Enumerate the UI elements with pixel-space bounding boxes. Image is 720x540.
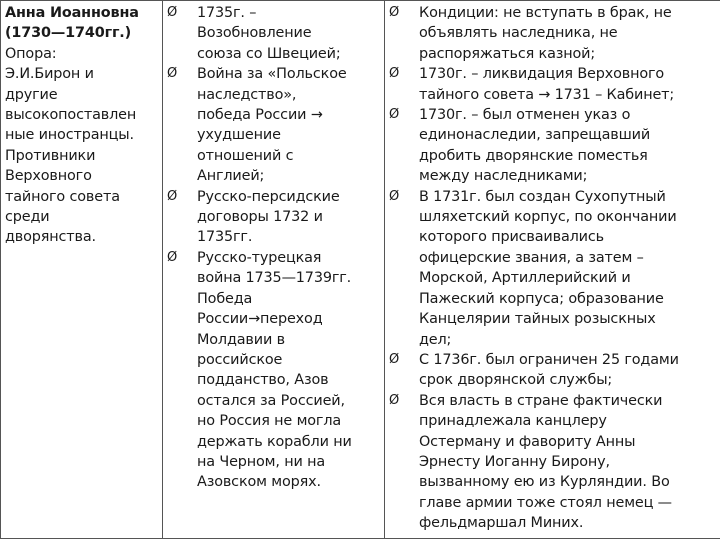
foreign-policy-list bbox=[167, 3, 381, 493]
text-line: высокопоставлен bbox=[5, 107, 137, 124]
text-line: тайного совета bbox=[5, 188, 120, 205]
arrow-bullet-icon: Ø bbox=[389, 392, 400, 408]
text-line: тайного совета → 1731 – Кабинет; bbox=[419, 86, 675, 103]
text-line: офицерские звания, а затем – bbox=[419, 249, 644, 266]
text-line: победа России → bbox=[197, 107, 323, 124]
arrow-bullet-icon: Ø bbox=[389, 5, 400, 20]
text-line: принадлежала канцлеру bbox=[419, 413, 607, 430]
foreign-policy-cell bbox=[163, 1, 385, 539]
arrow-bullet-icon: Ø bbox=[167, 66, 178, 82]
list-item bbox=[389, 187, 720, 350]
list-item bbox=[389, 3, 720, 64]
text-line: но Россия не могла bbox=[197, 413, 342, 430]
text-line: договоры 1732 и bbox=[197, 209, 323, 226]
arrow-bullet-icon: Ø bbox=[167, 249, 178, 265]
list-item bbox=[389, 64, 720, 105]
list-item bbox=[389, 350, 720, 391]
text-line: Канцелярии тайных розыскных bbox=[419, 311, 656, 328]
text-line: Азовском морях. bbox=[197, 474, 321, 491]
text-line: Русско-персидские bbox=[197, 188, 340, 205]
table-row bbox=[1, 1, 720, 539]
list-item bbox=[167, 248, 381, 493]
text-line: вызванному ею из Курляндии. Во bbox=[419, 474, 670, 491]
ruler-description bbox=[5, 44, 159, 248]
ruler-cell bbox=[1, 1, 163, 539]
arrow-bullet-icon: Ø bbox=[167, 5, 178, 20]
text-line: союза со Швецией; bbox=[197, 45, 341, 62]
text-line: В 1731г. был создан Сухопутный bbox=[419, 188, 666, 205]
text-line: держать корабли ни bbox=[197, 433, 352, 450]
text-line: другие bbox=[5, 86, 58, 103]
text-line: Англией; bbox=[197, 168, 265, 185]
text-line: война 1735—1739гг. bbox=[197, 270, 352, 287]
text-line: дел; bbox=[419, 331, 452, 348]
text-line: дробить дворянские поместья bbox=[419, 147, 648, 164]
domestic-policy-cell bbox=[385, 1, 720, 539]
text-line: российское bbox=[197, 351, 283, 368]
ruler-years: (1730—1740гг.) bbox=[5, 25, 132, 42]
text-line: Молдавии в bbox=[197, 331, 285, 348]
arrow-bullet-icon: Ø bbox=[389, 107, 400, 123]
text-line: единонаследии, запрещавший bbox=[419, 127, 651, 144]
text-line: ные иностранцы. bbox=[5, 127, 134, 144]
arrow-bullet-icon: Ø bbox=[167, 188, 178, 204]
text-line: Опора: bbox=[5, 45, 57, 62]
text-line: дворянства. bbox=[5, 229, 96, 246]
arrow-bullet-icon: Ø bbox=[389, 66, 400, 82]
text-line: остался за Россией, bbox=[197, 392, 345, 409]
text-line: срок дворянской службы; bbox=[419, 372, 613, 389]
text-line: Морской, Артиллерийский и bbox=[419, 270, 631, 287]
text-line: Возобновление bbox=[197, 25, 312, 42]
text-line: Пажеский корпуса; образование bbox=[419, 290, 664, 307]
text-line: ухудшение bbox=[197, 127, 281, 144]
domestic-policy-list bbox=[389, 3, 720, 534]
text-line: распоряжаться казной; bbox=[419, 45, 596, 62]
list-item bbox=[167, 3, 381, 64]
text-line: отношений с bbox=[197, 147, 294, 164]
text-line: главе армии тоже стоял немец — bbox=[419, 494, 672, 511]
text-line: Победа bbox=[197, 290, 253, 307]
text-line: 1730г. – ликвидация Верховного bbox=[419, 66, 665, 83]
text-line: между наследниками; bbox=[419, 168, 588, 185]
text-line: Вся власть в стране фактически bbox=[419, 392, 663, 409]
text-line: подданство, Азов bbox=[197, 372, 329, 389]
text-line: Кондиции: не вступать в брак, не bbox=[419, 5, 672, 21]
text-line: которого присваивались bbox=[419, 229, 604, 246]
text-line: 1735гг. bbox=[197, 229, 253, 246]
text-line: на Черном, ни на bbox=[197, 453, 326, 470]
text-line: фельдмаршал Миних. bbox=[419, 515, 584, 532]
text-line: Э.И.Бирон и bbox=[5, 66, 94, 83]
ruler-name: Анна Иоанновна bbox=[5, 5, 139, 21]
text-line: 1730г. – был отменен указ о bbox=[419, 107, 631, 124]
text-line: России→переход bbox=[197, 311, 323, 328]
text-line: 1735г. – bbox=[197, 5, 257, 21]
arrow-bullet-icon: Ø bbox=[389, 188, 400, 204]
text-line: наследство», bbox=[197, 86, 297, 103]
text-line: Эрнесту Иоганну Бирону, bbox=[419, 453, 610, 470]
list-item bbox=[389, 391, 720, 534]
list-item bbox=[167, 187, 381, 248]
ruler-title bbox=[5, 3, 159, 44]
text-line: Война за «Польское bbox=[197, 66, 347, 83]
list-item bbox=[167, 64, 381, 186]
text-line: шляхетский корпус, по окончании bbox=[419, 209, 677, 226]
text-line: среди bbox=[5, 209, 50, 226]
text-line: Верховного bbox=[5, 168, 92, 185]
arrow-bullet-icon: Ø bbox=[389, 351, 400, 367]
text-line: Русско-турецкая bbox=[197, 249, 322, 266]
text-line: С 1736г. был ограничен 25 годами bbox=[419, 351, 679, 368]
text-line: Остерману и фавориту Анны bbox=[419, 433, 636, 450]
list-item bbox=[389, 105, 720, 187]
text-line: Противники bbox=[5, 147, 96, 164]
text-line: объявлять наследника, не bbox=[419, 25, 618, 42]
